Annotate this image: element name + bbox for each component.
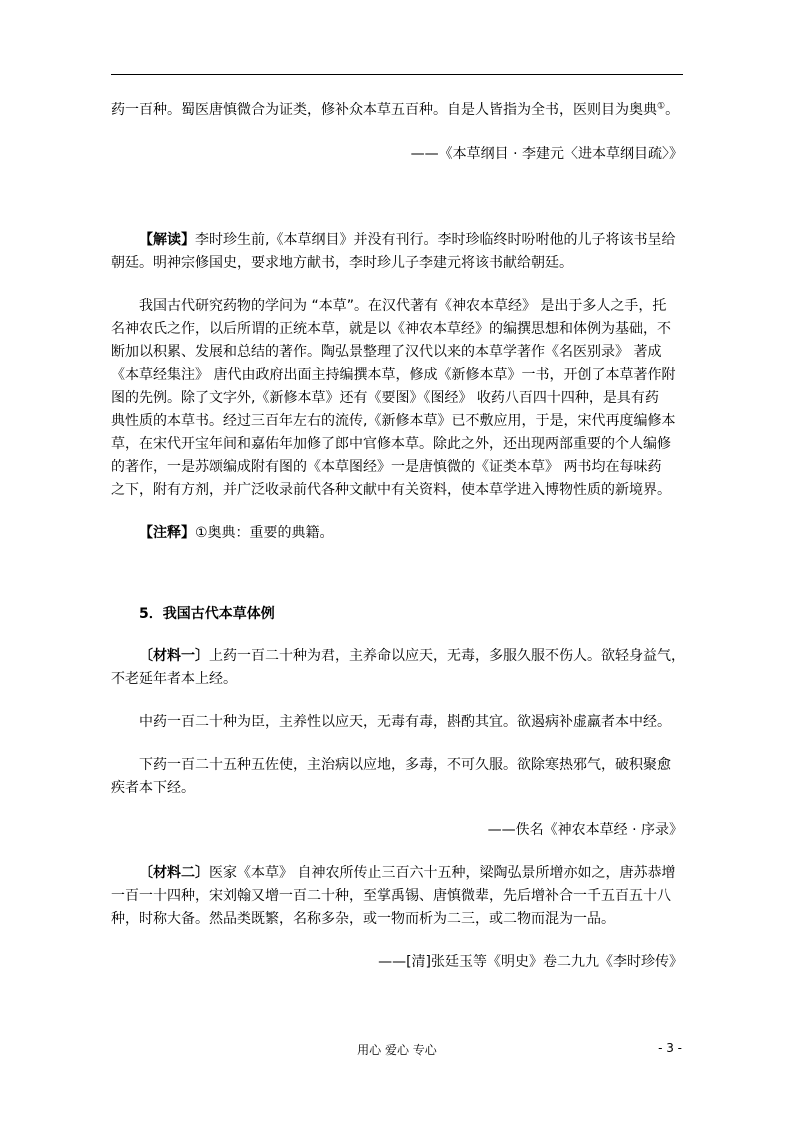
material2-line: 一百一十四种，宋刘翰又增一百二十种，至掌禹锡、唐慎微辈，先后增补合一千五百五十八 <box>111 888 671 904</box>
jiedu-line: 【解读】李时珍生前,《本草纲目》并没有刊行。李时珍临终时吩咐他的儿子将该书呈给 <box>139 232 676 248</box>
source-citation: ——[清]张廷玉等《明史》卷二九九《李时珍传》 <box>378 954 683 970</box>
zhushi-label: 【注释】 <box>139 525 195 541</box>
material1-line: 不老延年者本上经。 <box>111 671 237 687</box>
text-line: 药一百种。蜀医唐慎微合为证类，修补众本草五百种。自是人皆指为全书，医则目为奥典①。 <box>111 101 680 118</box>
footer-slogan: 用心 爱心 专心 <box>357 1043 437 1057</box>
material1-line: 疾者本下经。 <box>111 780 195 796</box>
header-rule <box>111 74 683 75</box>
paragraph-line: 典性质的本草书。经过三百年左右的流传,《新修本草》已不敷应用，于是，宋代再度编修本 <box>111 413 676 429</box>
material2-line: 〔材料二〕医家《本草》 自神农所传止三百六十五种，梁陶弘景所增亦如之，唐苏恭增 <box>139 865 676 881</box>
paragraph-line: 的著作，一是苏颂编成附有图的《本草图经》一是唐慎微的《证类本草》 两书均在每味药 <box>111 459 662 475</box>
source-citation: ——佚名《神农本草经 · 序录》 <box>487 822 683 838</box>
paragraph-line: 草，在宋代开宝年间和嘉佑年加修了郎中官修本草。除此之外，还出现两部重要的个人编修 <box>111 436 671 452</box>
paragraph-line: 名神农氏之作，以后所谓的正统本草，就是以《神农本草经》的编撰思想和体例为基础，不 <box>111 321 671 337</box>
footnote-mark: ① <box>657 101 666 112</box>
zhushi-line: 【注释】①奥典：重要的典籍。 <box>139 525 334 541</box>
material1-line: 中药一百二十种为臣，主养性以应天，无毒有毒，斟酌其宜。欲遏病补虚羸者本中经。 <box>139 714 671 730</box>
material1-label: 〔材料一〕 <box>139 648 209 664</box>
material1-line: 下药一百二十五种五佐使，主治病以应地，多毒，不可久服。欲除寒热邪气，破积聚愈 <box>139 757 671 773</box>
paragraph-line: 我国古代研究药物的学问为 “本草”。在汉代著有《神农本草经》 是出于多人之手，托 <box>139 298 667 314</box>
jiedu-label: 【解读】 <box>139 232 195 248</box>
paragraph-line: 图的先例。除了文字外,《新修本草》还有《要图》《图经》 收药八百四十四种，是具有药 <box>111 390 659 406</box>
jiedu-line: 朝廷。明神宗修国史，要求地方献书，李时珍儿子李建元将该书献给朝廷。 <box>111 255 573 271</box>
paragraph-line: 之下，附有方剂，并广泛收录前代各种文献中有关资料，使本草学进入博物性质的新境界。 <box>111 482 671 498</box>
section-title: 5．我国古代本草体例 <box>139 606 275 622</box>
paragraph-line: 《本草经集注》 唐代由政府出面主持编撰本草，修成《新修本草》一书，开创了本草著作附 <box>111 367 676 383</box>
material1-line: 〔材料一〕上药一百二十种为君，主养命以应天，无毒，多服久服不伤人。欲轻身益气， <box>139 648 685 664</box>
source-citation: ——《本草纲目 · 李建元〈进本草纲目疏〉》 <box>410 146 683 162</box>
paragraph-line: 断加以积累、发展和总结的著作。陶弘景整理了汉代以来的本草学著作《名医别录》 著成 <box>111 344 662 360</box>
page-number: - 3 - <box>658 1041 682 1055</box>
material2-line: 种，时称大备。然品类既繁，名称多杂，或一物而析为二三，或二物而混为一品。 <box>111 911 615 927</box>
material2-label: 〔材料二〕 <box>139 865 209 881</box>
